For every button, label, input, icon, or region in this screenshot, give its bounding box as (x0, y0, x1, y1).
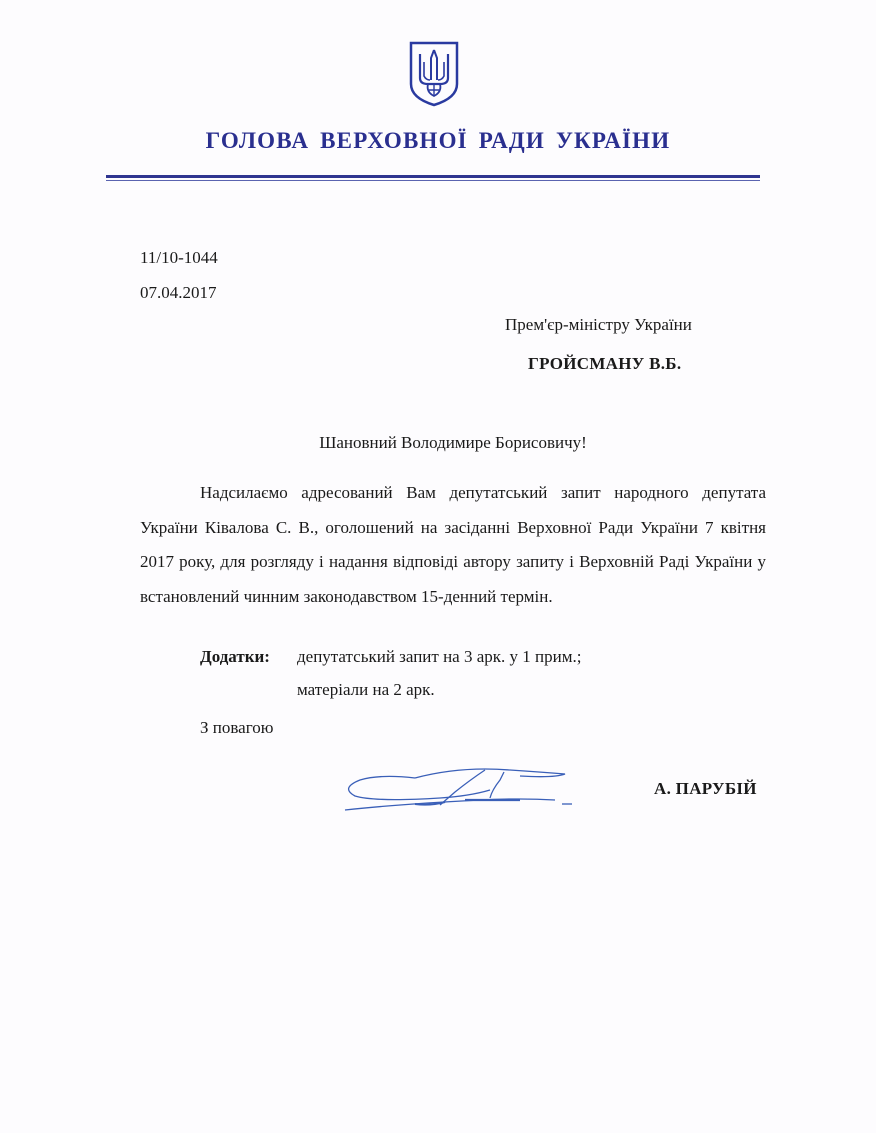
attachments-label: Додатки: (200, 647, 270, 666)
salutation: Шановний Володимире Борисовичу! (319, 433, 587, 452)
closing-phrase: З повагою (200, 718, 274, 737)
letterhead-title: ГОЛОВА ВЕРХОВНОЇ РАДИ УКРАЇНИ (205, 128, 671, 153)
registration-date: 07.04.2017 (140, 283, 217, 302)
registration-number: 11/10-1044 (140, 248, 218, 267)
letter-body: Надсилаємо адресований Вам депутатський запит народного депутата України Ківалова С. В., оголошений на засіданні Верховної Ради України 7 квітня 2017 року, для розгляду і надання відповіді автору запиту і Верховній Раді України у встановлений чинним законодавством 15-денний термін. (140, 483, 766, 606)
coat-of-arms-icon (408, 40, 460, 108)
attachment-item: депутатський запит на 3 арк. у 1 прим.; (297, 647, 582, 666)
attachment-item: матеріали на 2 арк. (297, 680, 435, 699)
letterhead-divider-thin (106, 180, 760, 181)
addressee-position: Прем'єр-міністру України (505, 315, 692, 334)
addressee-name: ГРОЙСМАНУ В.Б. (528, 354, 682, 373)
signer-name: А. ПАРУБІЙ (654, 779, 757, 798)
signature-icon (340, 760, 580, 815)
letterhead-divider-thick (106, 175, 760, 178)
